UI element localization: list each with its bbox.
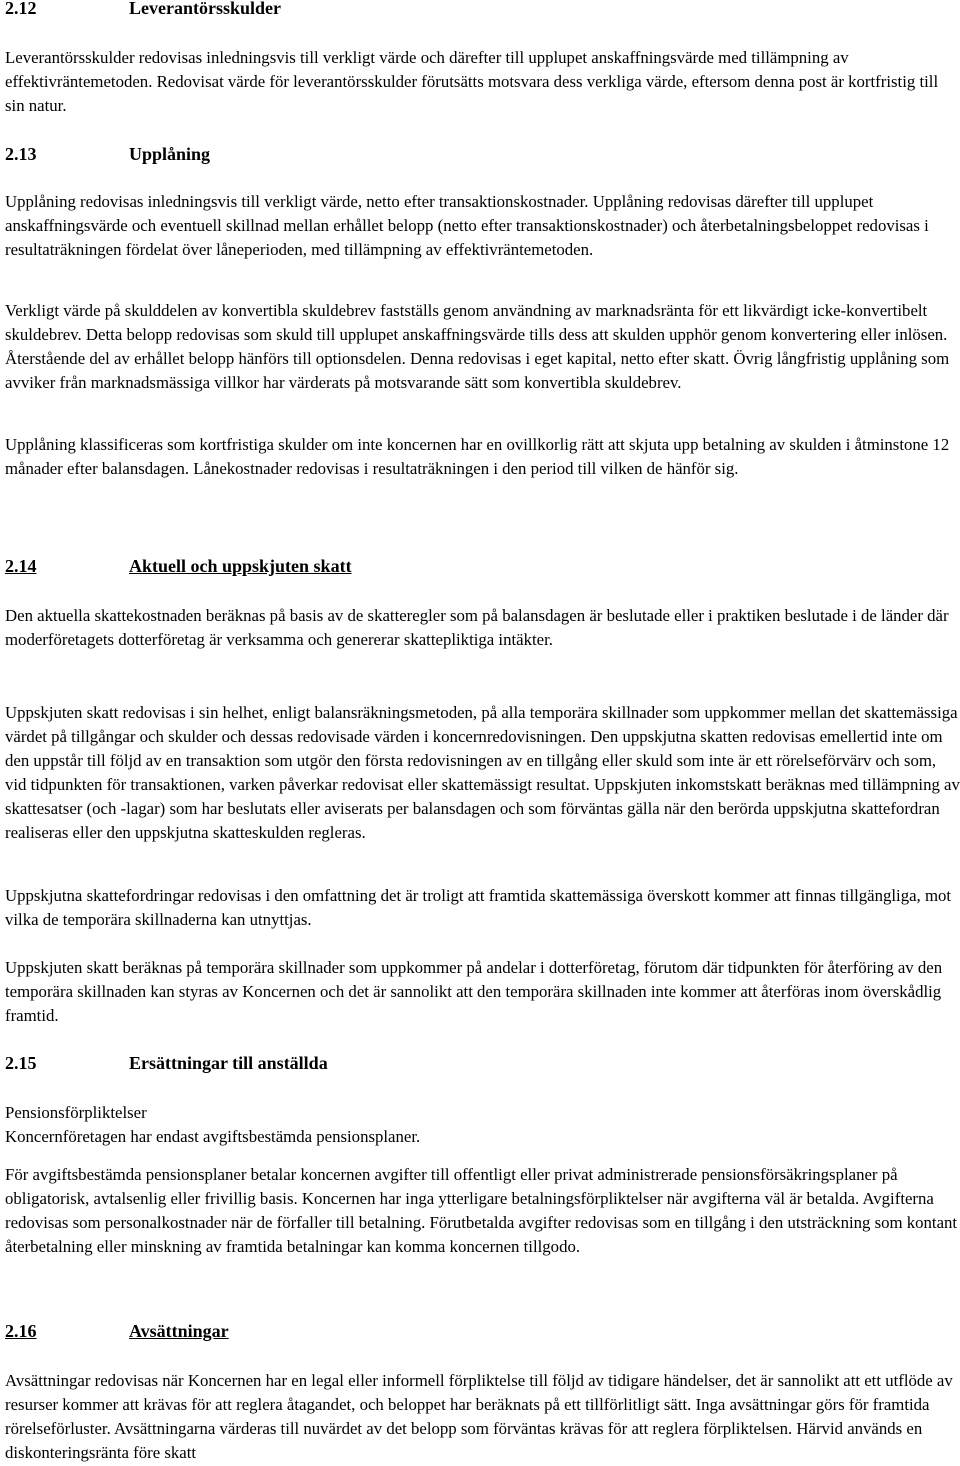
subheading: Pensionsförpliktelser [5,1103,147,1122]
section-title: Ersättningar till anställda [129,1053,328,1073]
paragraph: Upplåning redovisas inledningsvis till verkligt värde, netto efter transaktionskostnader. Upplåning redovisas därefter till upplupet anskaffningsvärde och eventuell skillnad mellan erhållet belopp (netto efter transaktionskostnader) och återbetalningsbeloppet redovisas i resultaträkningen fördelat över låneperioden, med tillämpning av effektivräntemetoden. [5,192,929,259]
section-number: 2.13 [5,144,37,164]
section-title: Avsättningar [129,1321,229,1341]
section-heading-2-15 [5,1053,328,1074]
paragraph: Upplåning klassificeras som kortfristiga skulder om inte koncernen har en ovillkorlig rätt att skjuta upp betalning av skulden i åtminstone 12 månader efter balansdagen. Lånekostnader redovisas i resultaträkningen i den period till vilken de hänför sig. [5,435,950,478]
section-number: 2.15 [5,1053,37,1073]
section-title: Upplåning [129,144,211,164]
paragraph: Uppskjuten skatt redovisas i sin helhet, enligt balansräkningsmetoden, på alla temporära skillnader som uppkommer mellan det skattemässiga värdet på tillgångar och skulder och dessas redovisade värden i koncernredovisningen. Den uppskjutna skatten redovisas emellertid inte om den uppstår till följd av en transaktion som utgör den första redovisningen av en tillgång eller skuld som inte är ett rörelseförvärv och som, vid tidpunkten för transaktionen, varken påverkar redovisat eller skattemässigt resultat. Uppskjuten inkomstskatt beräknas med tillämpning av skattesatser (och -lagar) som har beslutats eller aviserats per balansdagen och som förväntas gälla när den berörda uppskjutna skattefordran realiseras eller den uppskjutna skatteskulden regleras. [5,703,960,842]
section-heading-2-12 [5,0,281,19]
paragraph: Avsättningar redovisas när Koncernen har en legal eller informell förpliktelse till följd av tidigare händelser, det är sannolikt att ett utflöde av resurser kommer att krävas för att reglera åtagandet, och beloppet har beräknats på ett tillförlitligt sätt. Inga avsättningar görs för framtida rörelseförluster. Avsättningarna värderas till nuvärdet av det belopp som förväntas krävas för att reglera förpliktelsen. Härvid används en diskonteringsränta före skatt [5,1371,953,1462]
section-heading-2-14 [5,556,352,577]
paragraph: Verkligt värde på skulddelen av konvertibla skuldebrev fastställs genom användning av marknadsränta för ett likvärdigt icke-konvertibelt skuldebrev. Detta belopp redovisas som skuld till upplupet anskaffningsvärde tills dess att skulden upphör genom konvertering eller inlösen. Återstående del av erhållet belopp hänförs till optionsdelen. Denna redovisas i eget kapital, netto efter skatt. Övrig långfristig upplåning som avviker från marknadsmässiga villkor har värderats på motsvarande sätt som konvertibla skuldebrev. [5,301,950,392]
section-title: Aktuell och uppskjuten skatt [129,556,352,576]
section-title: Leverantörsskulder [129,0,281,18]
paragraph: För avgiftsbestämda pensionsplaner betalar koncernen avgifter till offentligt eller privat administrerade pensionsförsäkringsplaner på obligatorisk, avtalsenlig eller frivillig basis. Koncernen har inga ytterligare betalningsförpliktelser när avgifterna väl är betalda. Avgifterna redovisas som personalkostnader när de förfaller till betalning. Förutbetalda avgifter redovisas som en tillgång i den utsträckning som kontant återbetalning eller minskning av framtida betalningar kan komma koncernen tillgodo. [5,1165,958,1256]
paragraph: Den aktuella skattekostnaden beräknas på basis av de skatteregler som på balansdagen är beslutade eller i praktiken beslutade i de länder där moderföretagets dotterföretag är verksamma och genererar skattepliktiga intäkter. [5,606,949,649]
section-number: 2.12 [5,0,37,18]
paragraph: Koncernföretagen har endast avgiftsbestämda pensionsplaner. [5,1127,421,1146]
section-heading-2-16 [5,1321,229,1342]
paragraph: Uppskjutna skattefordringar redovisas i den omfattning det är troligt att framtida skattemässiga överskott kommer att finnas tillgängliga, mot vilka de temporära skillnaderna kan utnyttjas. [5,886,952,929]
paragraph: Uppskjuten skatt beräknas på temporära skillnader som uppkommer på andelar i dotterföretag, förutom där tidpunkten för återföring av den temporära skillnaden kan styras av Koncernen och det är sannolikt att den temporära skillnaden inte kommer att återföras inom överskådlig framtid. [5,958,943,1025]
section-number: 2.14 [5,556,37,576]
section-heading-2-13 [5,144,210,165]
paragraph: Leverantörsskulder redovisas inledningsvis till verkligt värde och därefter till upplupet anskaffningsvärde med tillämpning av effektivräntemetoden. Redovisat värde för leverantörsskulder förutsätts motsvara dess verkliga värde, eftersom denna post är kortfristig till sin natur. [5,48,939,115]
section-number: 2.16 [5,1321,37,1341]
